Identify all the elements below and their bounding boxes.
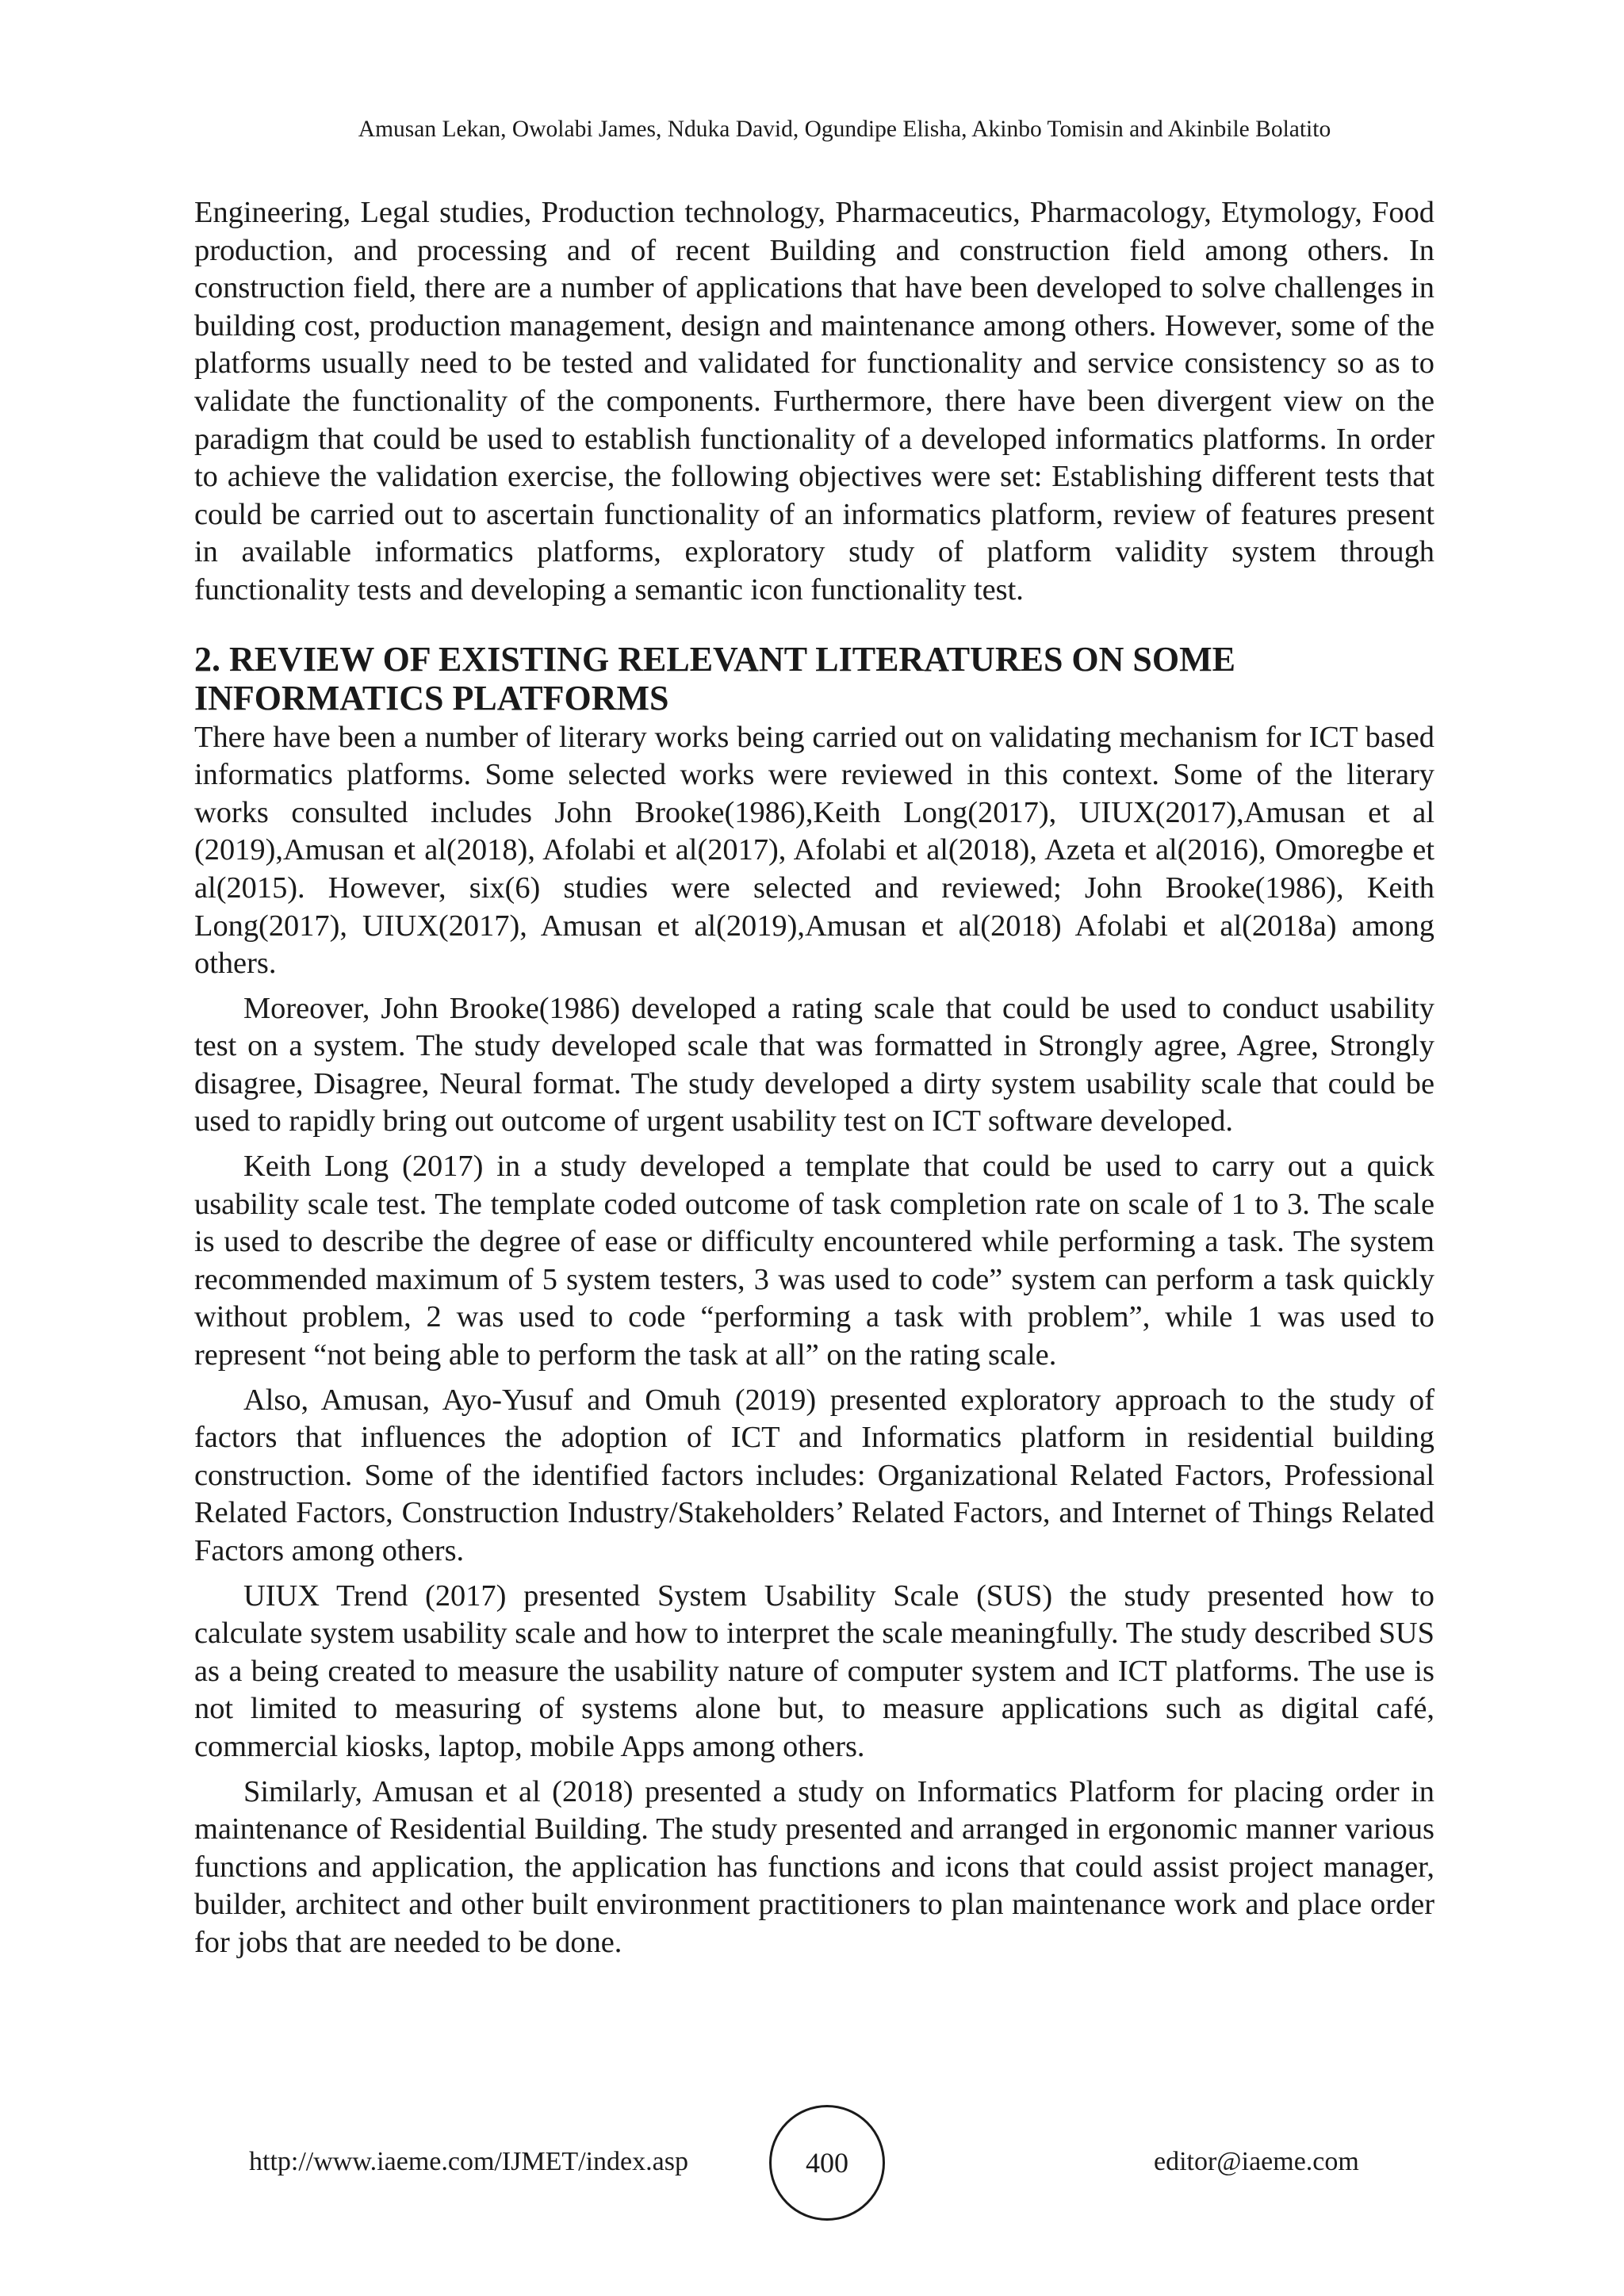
- body-paragraph: There have been a number of literary works being carried out on validating mechanism for ICT based informatics platforms. Some selected works were reviewed in this context. Some of the literary works consulted includes John Brooke(1986),Keith Long(2017), UIUX(2017),Amusan et al (2019),Amusan et al(2018), Afolabi et al(2017), Afolabi et al(2018), Azeta et al(2016), Omoregbe et al(2015). However, six(6) studies were selected and reviewed; John Brooke(1986), Keith Long(2017), UIUX(2017), Amusan et al(2019),Amusan et al(2018) Afolabi et al(2018a) among others.: [194, 720, 1434, 981]
- body-paragraph: Keith Long (2017) in a study developed a template that could be used to carry out a quick usability scale test. The template coded outcome of task completion rate on scale of 1 to 3. The scale is used to describe the degree of ease or difficulty encountered while performing a task. The system recommended maximum of 5 system testers, 3 was used to code” system can perform a task quickly without problem, 2 was used to code “performing a task with problem”, while 1 was used to represent “not being able to perform the task at all” on the rating scale.: [194, 1150, 1434, 1372]
- footer-journal-link[interactable]: http://www.iaeme.com/IJMET/index.asp: [249, 2147, 688, 2176]
- article-body: [194, 194, 1434, 1962]
- footer-email-link[interactable]: editor@iaeme.com: [1154, 2147, 1359, 2176]
- body-paragraph: Similarly, Amusan et al (2018) presented a study on Informatics Platform for placing order in maintenance of Residential Building. The study presented and arranged in ergonomic manner various functions and application, the application has functions and icons that could assist project manager, builder, architect and other built environment practitioners to plan maintenance work and place order for jobs that are needed to be done.: [194, 1774, 1434, 1959]
- intro-paragraph: Engineering, Legal studies, Production technology, Pharmaceutics, Pharmacology, Etymology, Food production, and processing and of recent Building and construction field among others. In construction field, there are a number of applications that have been developed to solve challenges in building cost, production management, design and maintenance among others. However, some of the platforms usually need to be tested and validated for functionality and service consistency so as to validate the functionality of the components. Furthermore, there have been divergent view on the paradigm that could be used to establish functionality of a developed informatics platforms. In order to achieve the validation exercise, the following objectives were set: Establishing different tests that could be carried out to ascertain functionality of an informatics platform, review of features present in available informatics platforms, exploratory study of platform validity system through functionality tests and developing a semantic icon functionality test.: [194, 196, 1434, 607]
- page-number-badge: [769, 2105, 885, 2221]
- section-heading: 2. REVIEW OF EXISTING RELEVANT LITERATURES ON SOME INFORMATICS PLATFORMS: [194, 639, 1235, 718]
- running-header-authors: Amusan Lekan, Owolabi James, Nduka David, Ogundipe Elisha, Akinbo Tomisin and Akinbile Bolatito: [358, 117, 1331, 142]
- page-number: 400: [806, 2147, 848, 2179]
- body-paragraph: UIUX Trend (2017) presented System Usability Scale (SUS) the study presented how to calculate system usability scale and how to interpret the scale meaningfully. The study described SUS as a being created to measure the usability nature of computer system and ICT platforms. The use is not limited to measuring of systems alone but, to measure applications such as digital café, commercial kiosks, laptop, mobile Apps among others.: [194, 1578, 1434, 1763]
- body-paragraph: Moreover, John Brooke(1986) developed a rating scale that could be used to conduct usability test on a system. The study developed scale that was formatted in Strongly agree, Agree, Strongly disagree, Disagree, Neural format. The study developed a dirty system usability scale that could be used to rapidly bring out outcome of urgent usability test on ICT software developed.: [194, 991, 1434, 1138]
- body-paragraph: Also, Amusan, Ayo-Yusuf and Omuh (2019) presented exploratory approach to the study of factors that influences the adoption of ICT and Informatics platform in residential building construction. Some of the identified factors includes: Organizational Related Factors, Professional Related Factors, Construction Industry/Stakeholders’ Related Factors, and Internet of Things Related Factors among others.: [194, 1383, 1434, 1567]
